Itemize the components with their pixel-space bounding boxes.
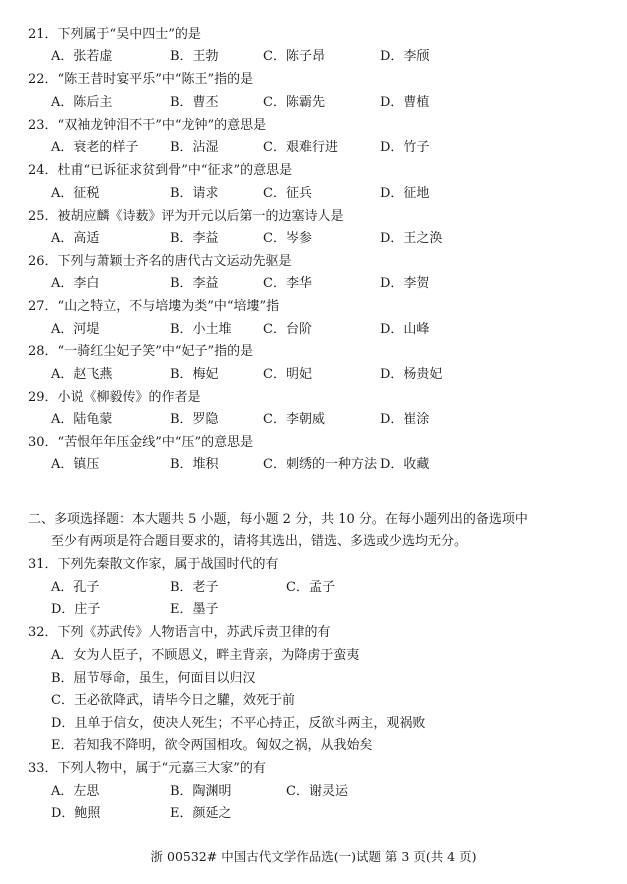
option-d: D．杨贵妃: [380, 367, 443, 382]
option-c: C．陈子昂: [263, 49, 325, 64]
option-b: B．沾湿: [170, 140, 219, 155]
option-b: B．李益: [170, 231, 219, 246]
question-33-options-row1: [0, 780, 627, 800]
question-29-options: [0, 408, 627, 428]
question-23-options: [0, 136, 627, 156]
option-b: B．陶渊明: [170, 784, 232, 799]
option-d: D．崔涂: [380, 412, 430, 427]
option-a: A．赵飞燕: [51, 367, 113, 382]
option-b: B．李益: [170, 276, 219, 291]
question-28-options: [0, 363, 627, 383]
section-two-instructions-line2: 至少有两项是符合题目要求的，请将其选出，错选、多选或少选均无分。: [51, 534, 468, 549]
option-d: D．且单于信女，使决人死生；不平心持正，反欲斗两主，观祸败: [51, 716, 426, 731]
option-c: C．艰难行进: [263, 140, 338, 155]
option-a: A．张若虚: [51, 49, 113, 64]
option-a: A．李白: [51, 276, 100, 291]
option-c: C．刺绣的一种方法: [263, 457, 377, 472]
option-b: B．王勃: [170, 49, 219, 64]
option-c: C．明妃: [263, 367, 312, 382]
question-21-options: [0, 45, 627, 65]
question-24-options: [0, 182, 627, 202]
option-c: C．李朝威: [263, 412, 325, 427]
question-31-options-row2: [0, 598, 627, 618]
option-a: A．女为人臣子，不顾恩义，畔主背亲，为降虏于蛮夷: [51, 648, 360, 663]
question-27-stem: 27．“山之特立，不与培塿为类”中“培塿”指: [28, 299, 280, 314]
page-footer: 浙 00532# 中国古代文学作品选(一)试题 第 3 页(共 4 页): [150, 849, 477, 864]
question-26-stem: 26．下列与萧颖士齐名的唐代古文运动先驱是: [28, 254, 292, 269]
question-32-stem: 32．下列《苏武传》人物语言中，苏武斥责卫律的有: [28, 625, 331, 640]
option-d: D．庄子: [51, 602, 101, 617]
option-a: A．孔子: [51, 580, 100, 595]
option-a: A．镇压: [51, 457, 100, 472]
question-25-stem: 25．被胡应麟《诗薮》评为开元以后第一的边塞诗人是: [28, 209, 344, 224]
option-b: B．曹丕: [170, 95, 219, 110]
question-28-stem: 28．“一骑红尘妃子笑”中“妃子”指的是: [28, 344, 254, 359]
option-d: D．曹植: [380, 95, 430, 110]
question-30-stem: 30．“苦恨年年压金线”中“压”的意思是: [28, 435, 254, 450]
option-c: C．陈霸先: [263, 95, 325, 110]
option-d: D．李贺: [380, 276, 430, 291]
question-24-stem: 24．杜甫“已诉征求贫到骨”中“征求”的意思是: [28, 163, 293, 178]
option-e: E．颜延之: [170, 806, 232, 821]
question-32-option-d-row: [0, 712, 627, 732]
option-e: E．墨子: [170, 602, 219, 617]
option-a: A．衰老的样子: [51, 140, 139, 155]
option-e: E．若知我不降明，欲令两国相攻。匈奴之祸，从我始矣: [51, 738, 373, 753]
option-c: C．王必欲降武，请毕今日之驩，效死于前: [51, 693, 295, 708]
option-c: C．李华: [263, 276, 312, 291]
option-c: C．谢灵运: [286, 784, 348, 799]
option-a: A．陆龟蒙: [51, 412, 113, 427]
option-c: C．台阶: [263, 322, 312, 337]
question-32-option-c-row: [0, 689, 627, 709]
question-25-options: [0, 227, 627, 247]
question-29-stem: 29．小说《柳毅传》的作者是: [28, 390, 201, 405]
option-b: B．罗隐: [170, 412, 219, 427]
option-b: B．老子: [170, 580, 219, 595]
option-b: B．梅妃: [170, 367, 219, 382]
question-32-option-a-row: [0, 644, 627, 664]
option-b: B．请求: [170, 186, 219, 201]
option-d: D．鲍照: [51, 806, 101, 821]
option-a: A．河堤: [51, 322, 100, 337]
option-c: C．孟子: [286, 580, 335, 595]
option-a: A．左思: [51, 784, 100, 799]
option-c: C．征兵: [263, 186, 312, 201]
question-27-options: [0, 318, 627, 338]
option-b: B．堆积: [170, 457, 219, 472]
option-d: D．收藏: [380, 457, 430, 472]
option-d: D．李颀: [380, 49, 430, 64]
option-c: C．岑参: [263, 231, 312, 246]
question-22-stem: 22．“陈王昔时宴平乐”中“陈王”指的是: [28, 72, 254, 87]
option-d: D．征地: [380, 186, 430, 201]
question-30-options: [0, 453, 627, 473]
question-31-stem: 31．下列先秦散文作家，属于战国时代的有: [28, 557, 279, 572]
question-33-options-row2: [0, 802, 627, 822]
option-d: D．竹子: [380, 140, 430, 155]
question-26-options: [0, 272, 627, 292]
question-23-stem: 23．“双袖龙钟泪不干”中“龙钟”的意思是: [28, 118, 267, 133]
question-32-option-b-row: [0, 667, 627, 687]
option-b: B．小土堆: [170, 322, 232, 337]
question-31-options-row1: [0, 576, 627, 596]
question-32-option-e-row: [0, 734, 627, 754]
option-d: D．山峰: [380, 322, 430, 337]
option-a: A．高适: [51, 231, 100, 246]
section-two-instructions-line1: 二、多项选择题：本大题共 5 小题，每小题 2 分，共 10 分。在每小题列出的备选项中: [28, 512, 528, 527]
question-21-stem: 21．下列属于“吴中四士”的是: [28, 27, 201, 42]
option-d: D．王之涣: [380, 231, 443, 246]
question-33-stem: 33．下列人物中，属于“元嘉三大家”的有: [28, 761, 266, 776]
question-22-options: [0, 91, 627, 111]
option-b: B．屈节辱命，虽生，何面目以归汉: [51, 671, 256, 686]
option-a: A．陈后主: [51, 95, 113, 110]
option-a: A．征税: [51, 186, 100, 201]
